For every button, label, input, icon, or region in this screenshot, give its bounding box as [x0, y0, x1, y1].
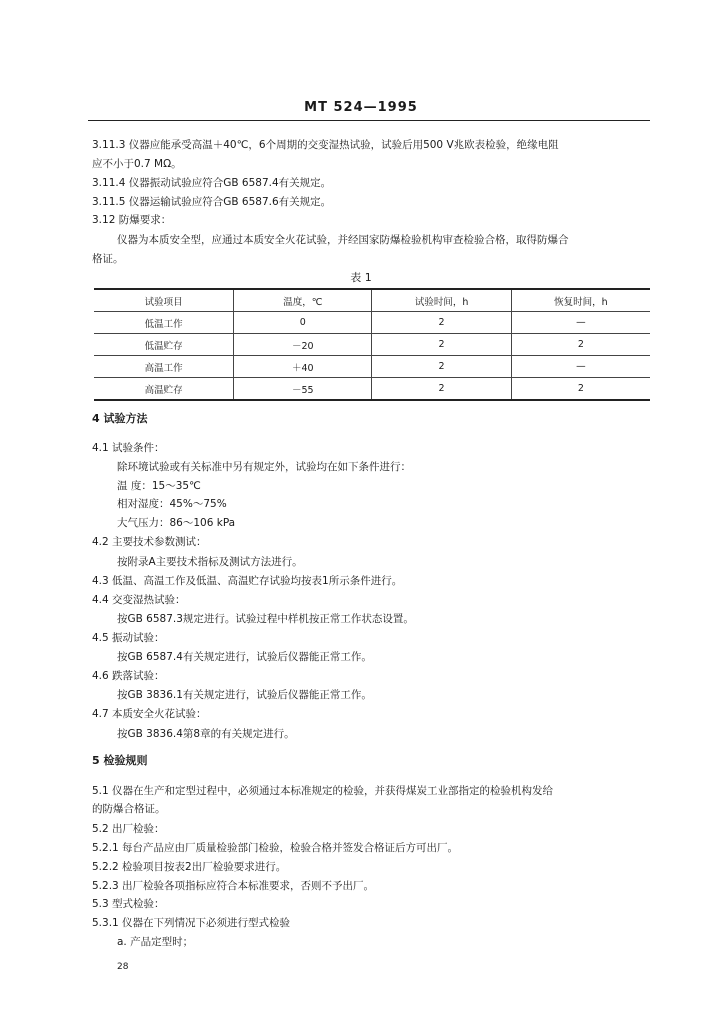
- text-line: 格证。: [92, 253, 124, 265]
- text-line: a. 产品定型时；: [117, 936, 194, 948]
- text-line: 3.11.3 仪器应能承受高温＋40℃，6个周期的交变湿热试验，试验后用500 V兆欧表检验，绝缘电阻: [92, 139, 559, 151]
- text-line: 按GB 6587.4有关规定进行，试验后仪器能正常工作。: [117, 651, 372, 663]
- table-row: [94, 378, 650, 401]
- table-row: [94, 356, 650, 378]
- table-cell: —: [511, 356, 650, 378]
- text-line: 的防爆合格证。: [92, 803, 166, 815]
- table-row: [94, 334, 650, 356]
- text-line: 4.7 本质安全火花试验：: [92, 708, 207, 720]
- text-line: 5.2.3 出厂检验各项指标应符合本标准要求，否则不予出厂。: [92, 880, 375, 892]
- text-line: 按GB 6587.3规定进行。试验过程中样机按正常工作状态设置。: [117, 613, 414, 625]
- text-line: 按GB 3836.4第8章的有关规定进行。: [117, 728, 295, 740]
- text-line: 4.3 低温、高温工作及低温、高温贮存试验均按表1所示条件进行。: [92, 575, 403, 587]
- text-line: 4.4 交变湿热试验：: [92, 594, 186, 606]
- table-row: [94, 312, 650, 334]
- text-line: 4.2 主要技术参数测试：: [92, 536, 207, 548]
- text-line: 5.2.2 检验项目按表2出厂检验要求进行。: [92, 861, 287, 873]
- page-number: 28: [117, 962, 129, 972]
- section-heading: 5 检验规则: [92, 754, 148, 767]
- text-line: 3.11.4 仪器振动试验应符合GB 6587.4有关规定。: [92, 177, 332, 189]
- col-header-test-time: 试验时间，h: [372, 289, 511, 312]
- table-cell: 2: [372, 356, 511, 378]
- table-cell: 低温贮存: [94, 334, 234, 356]
- table-cell: 高温工作: [94, 356, 234, 378]
- text-line: 5.1 仪器在生产和定型过程中，必须通过本标准规定的检验，并获得煤炭工业部指定的检验机构发给: [92, 785, 554, 797]
- test-conditions-table: [94, 288, 650, 401]
- document-header: MT 524—1995: [304, 100, 418, 115]
- text-line: 5.3.1 仪器在下列情况下必须进行型式检验: [92, 917, 291, 929]
- text-line: 按附录A主要技术指标及测试方法进行。: [117, 556, 303, 568]
- table-cell: 0: [234, 312, 372, 334]
- text-line: 4.5 振动试验：: [92, 632, 165, 644]
- text-line: 4.1 试验条件：: [92, 442, 165, 454]
- text-line: 3.11.5 仪器运输试验应符合GB 6587.6有关规定。: [92, 196, 332, 208]
- table-cell: —: [511, 312, 650, 334]
- table-cell: 2: [372, 312, 511, 334]
- table-cell: 2: [372, 334, 511, 356]
- table-caption: 表 1: [350, 271, 372, 284]
- text-line: 除环境试验或有关标准中另有规定外，试验均在如下条件进行：: [117, 461, 411, 473]
- text-line: 应不小于0.7 MΩ。: [92, 158, 182, 170]
- table-cell: 2: [372, 378, 511, 401]
- section-heading: 4 试验方法: [92, 412, 148, 425]
- col-header-test-item: 试验项目: [94, 289, 234, 312]
- col-header-temperature: 温度，℃: [234, 289, 372, 312]
- text-line: 5.3 型式检验：: [92, 898, 165, 910]
- text-line: 5.2.1 每台产品应由厂质量检验部门检验，检验合格并签发合格证后方可出厂。: [92, 842, 459, 854]
- table-cell: 高温贮存: [94, 378, 234, 401]
- table-cell: 低温工作: [94, 312, 234, 334]
- table-header-row: [94, 289, 650, 312]
- text-line: 大气压力：86～106 kPa: [117, 517, 236, 529]
- col-header-recovery-time: 恢复时间，h: [511, 289, 650, 312]
- text-line: 相对湿度：45%～75%: [117, 498, 227, 510]
- text-line: 5.2 出厂检验：: [92, 823, 165, 835]
- text-line: 按GB 3836.1有关规定进行，试验后仪器能正常工作。: [117, 689, 372, 701]
- table-cell: 2: [511, 334, 650, 356]
- text-line: 4.6 跌落试验：: [92, 670, 165, 682]
- table-cell: －20: [234, 334, 372, 356]
- text-line: 3.12 防爆要求：: [92, 214, 172, 226]
- header-rule: [88, 120, 650, 121]
- table-cell: －55: [234, 378, 372, 401]
- text-line: 仪器为本质安全型，应通过本质安全火花试验，并经国家防爆检验机构审查检验合格，取得防爆合: [117, 234, 569, 246]
- table-cell: ＋40: [234, 356, 372, 378]
- table-cell: 2: [511, 378, 650, 401]
- text-line: 温 度：15～35℃: [117, 480, 201, 492]
